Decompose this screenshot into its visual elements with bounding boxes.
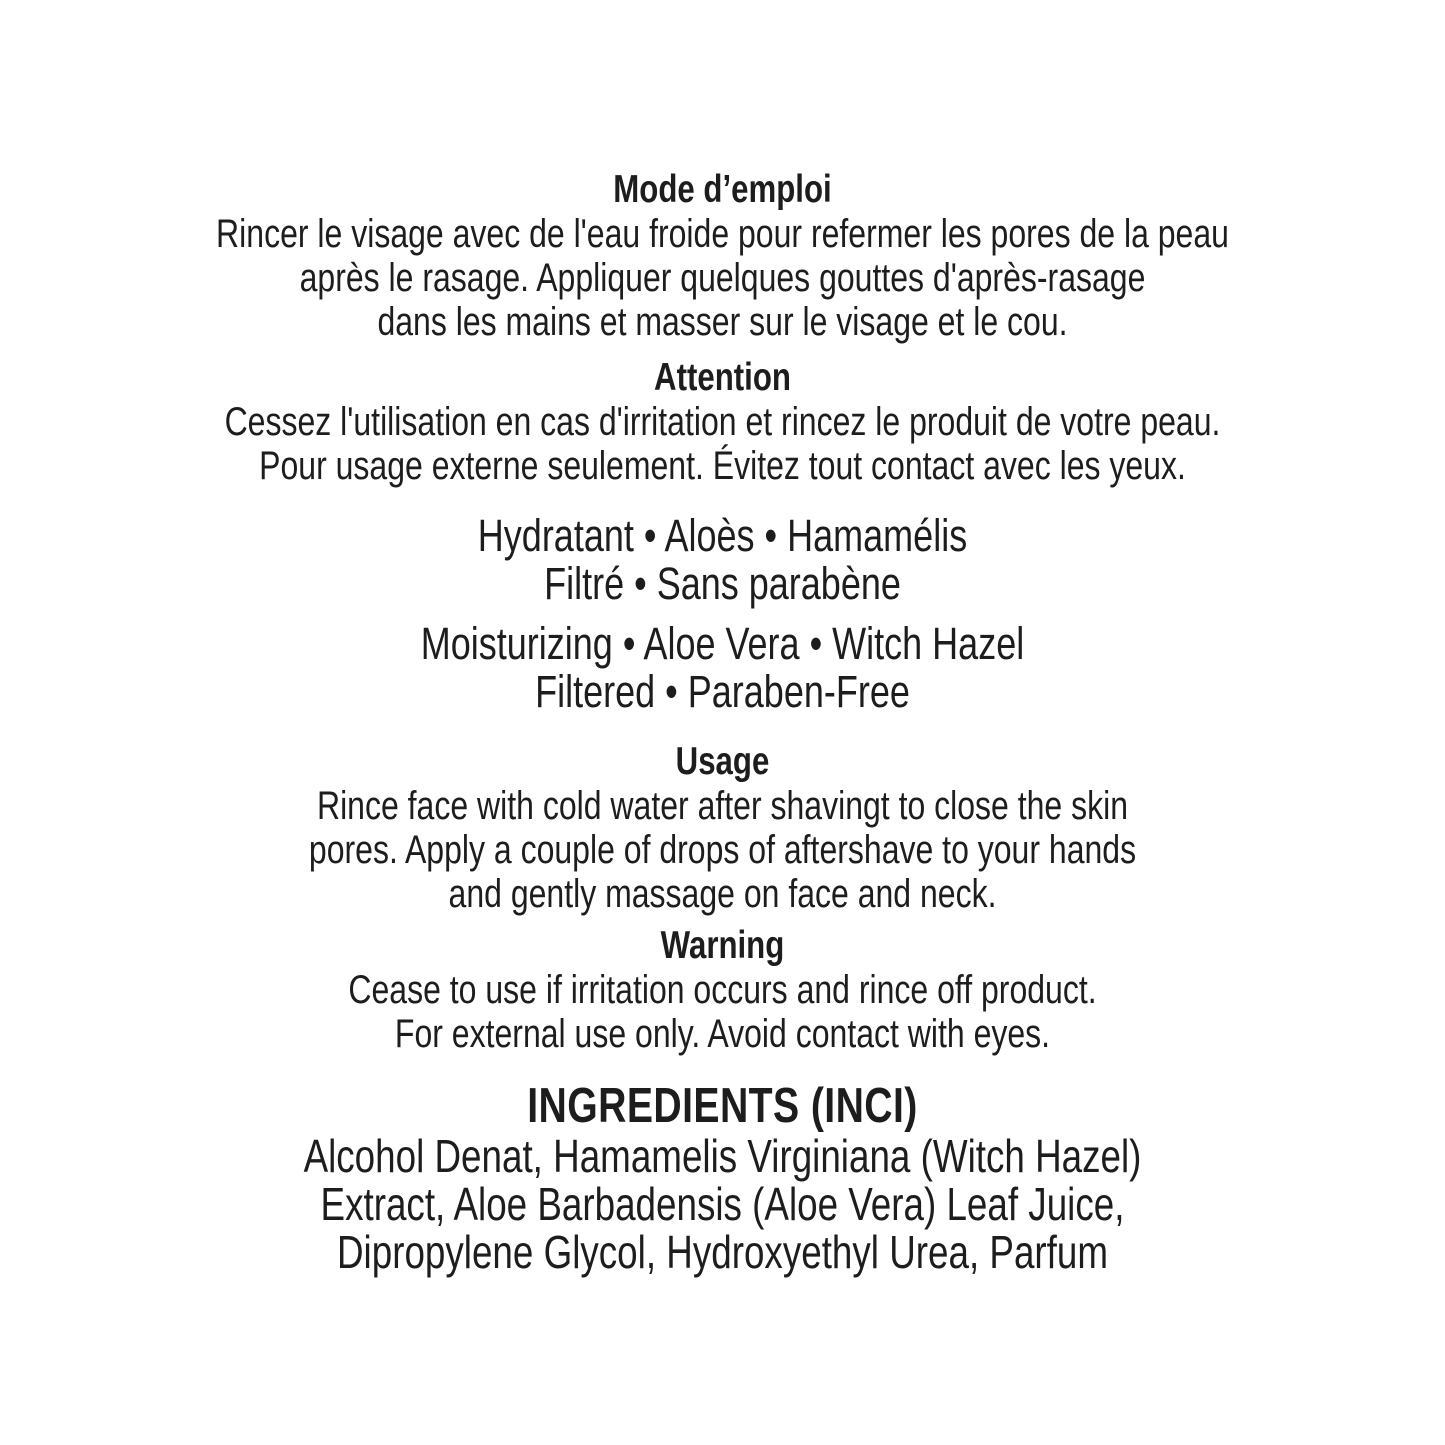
mode-demploi-line: dans les mains et masser sur le visage et le cou.: [377, 300, 1068, 344]
section-ingredients: [145, 1080, 1301, 1276]
warning-line: For external use only. Avoid contact with eyes.: [394, 1012, 1051, 1056]
features-en-line: Moisturizing • Aloe Vera • Witch Hazel: [420, 618, 1025, 669]
section-mode-demploi: [145, 168, 1301, 344]
mode-demploi-line: Rincer le visage avec de l'eau froide pour refermer les pores de la peau: [216, 212, 1229, 256]
features-en-line: Filtered • Paraben-Free: [535, 666, 910, 717]
mode-demploi-line: après le rasage. Appliquer quelques gouttes d'après-rasage: [299, 256, 1146, 300]
usage-line: Rince face with cold water after shavingt to close the skin: [316, 784, 1129, 828]
section-features-en: [145, 620, 1301, 716]
section-attention: [145, 356, 1301, 488]
usage-line: and gently massage on face and neck.: [448, 872, 997, 916]
section-warning: [145, 924, 1301, 1056]
warning-heading: Warning: [660, 924, 785, 967]
ingredients-line: Extract, Aloe Barbadensis (Aloe Vera) Leaf Juice,: [320, 1178, 1125, 1230]
warning-line: Cease to use if irritation occurs and rince off product.: [348, 968, 1097, 1012]
aftershave-label: [145, 168, 1301, 1276]
features-fr-line: Filtré • Sans parabène: [544, 558, 901, 609]
ingredients-line: Dipropylene Glycol, Hydroxyethyl Urea, Parfum: [336, 1226, 1109, 1278]
section-usage: [145, 740, 1301, 916]
ingredients-heading: INGREDIENTS (INCI): [527, 1079, 918, 1133]
attention-line: Cessez l'utilisation en cas d'irritation et rincez le produit de votre peau.: [224, 400, 1221, 444]
attention-line: Pour usage externe seulement. Évitez tout contact avec les yeux.: [259, 444, 1186, 488]
mode-demploi-heading: Mode d’emploi: [613, 168, 832, 211]
usage-line: pores. Apply a couple of drops of aftershave to your hands: [308, 828, 1137, 872]
features-fr-line: Hydratant • Aloès • Hamamélis: [477, 510, 968, 561]
attention-heading: Attention: [654, 356, 791, 399]
section-features-fr: [145, 512, 1301, 608]
ingredients-line: Alcohol Denat, Hamamelis Virginiana (Witch Hazel): [303, 1130, 1142, 1182]
usage-heading: Usage: [675, 740, 770, 783]
